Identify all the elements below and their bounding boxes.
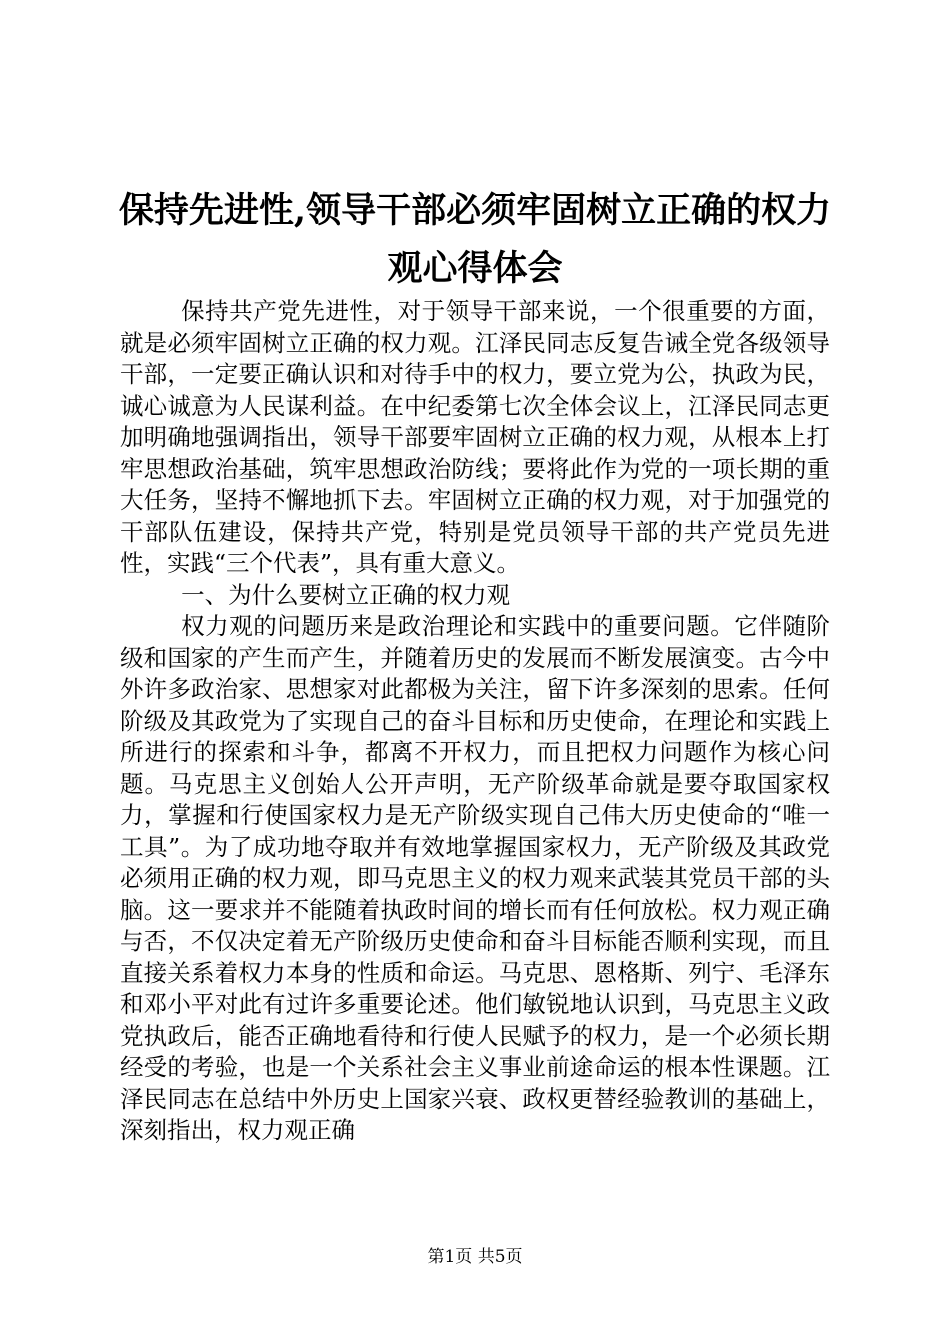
section-heading: 一、为什么要树立正确的权力观 [181, 580, 511, 609]
page-number-footer: 第1页 共5页 [427, 1247, 523, 1267]
paragraph-section-one: 权力观的问题历来是政治理论和实践中的重要问题。它伴随阶级和国家的产生而产生，并随着历史的发展而不断发展演变。古今中外许多政治家、思想家对此都极为关注，留下许多深刻的思索。任何阶级及其政党为了实现自己的奋斗目标和历史使命，在理论和实践上所进行的探索和斗争，都离不开权力，而且把权力问题作为核心问题。马克思主义创始人公开声明，无产阶级革命就是要夺取国家权力，掌握和行使国家权力是无产阶级实现自己伟大历史使命的“唯一工具”。为了成功地夺取并有效地掌握国家权力，无产阶级及其政党必须用正确的权力观，即马克思主义的权力观来武装其党员干部的头脑。这一要求并不能随着执政时间的增长而有任何放松。权力观正确与否，不仅决定着无产阶级历史使命和奋斗目标能否顺利实现，而且直接关系着权力本身的性质和命运。马克思、恩格斯、列宁、毛泽东和邓小平对此有过许多重要论述。他们敏锐地认识到，马克思主义政党执政后，能否正确地看待和行使人民赋予的权力，是一个必须长期经受的考验，也是一个关系社会主义事业前途命运的根本性课题。江泽民同志在总结中外历史上国家兴衰、政权更替经验教训的基础上，深刻指出，权力观正确 [120, 612, 830, 1144]
document-title: 保持先进性,领导干部必须牢固树立正确的权力观心得体会 [118, 190, 832, 289]
paragraph-intro: 保持共产党先进性，对于领导干部来说，一个很重要的方面，就是必须牢固树立正确的权力观。江泽民同志反复告诫全党各级领导干部，一定要正确认识和对待手中的权力，要立党为公，执政为民，诚心诚意为人民谋利益。在中纪委第七次全体会议上，江泽民同志更加明确地强调指出，领导干部要牢固树立正确的权力观，从根本上打牢思想政治基础，筑牢思想政治防线；要将此作为党的一项长期的重大任务，坚持不懈地抓下去。牢固树立正确的权力观，对于加强党的干部队伍建设，保持共产党，特别是党员领导干部的共产党员先进性，实践“三个代表”，具有重大意义。 [120, 297, 830, 577]
document-body [120, 296, 830, 1147]
